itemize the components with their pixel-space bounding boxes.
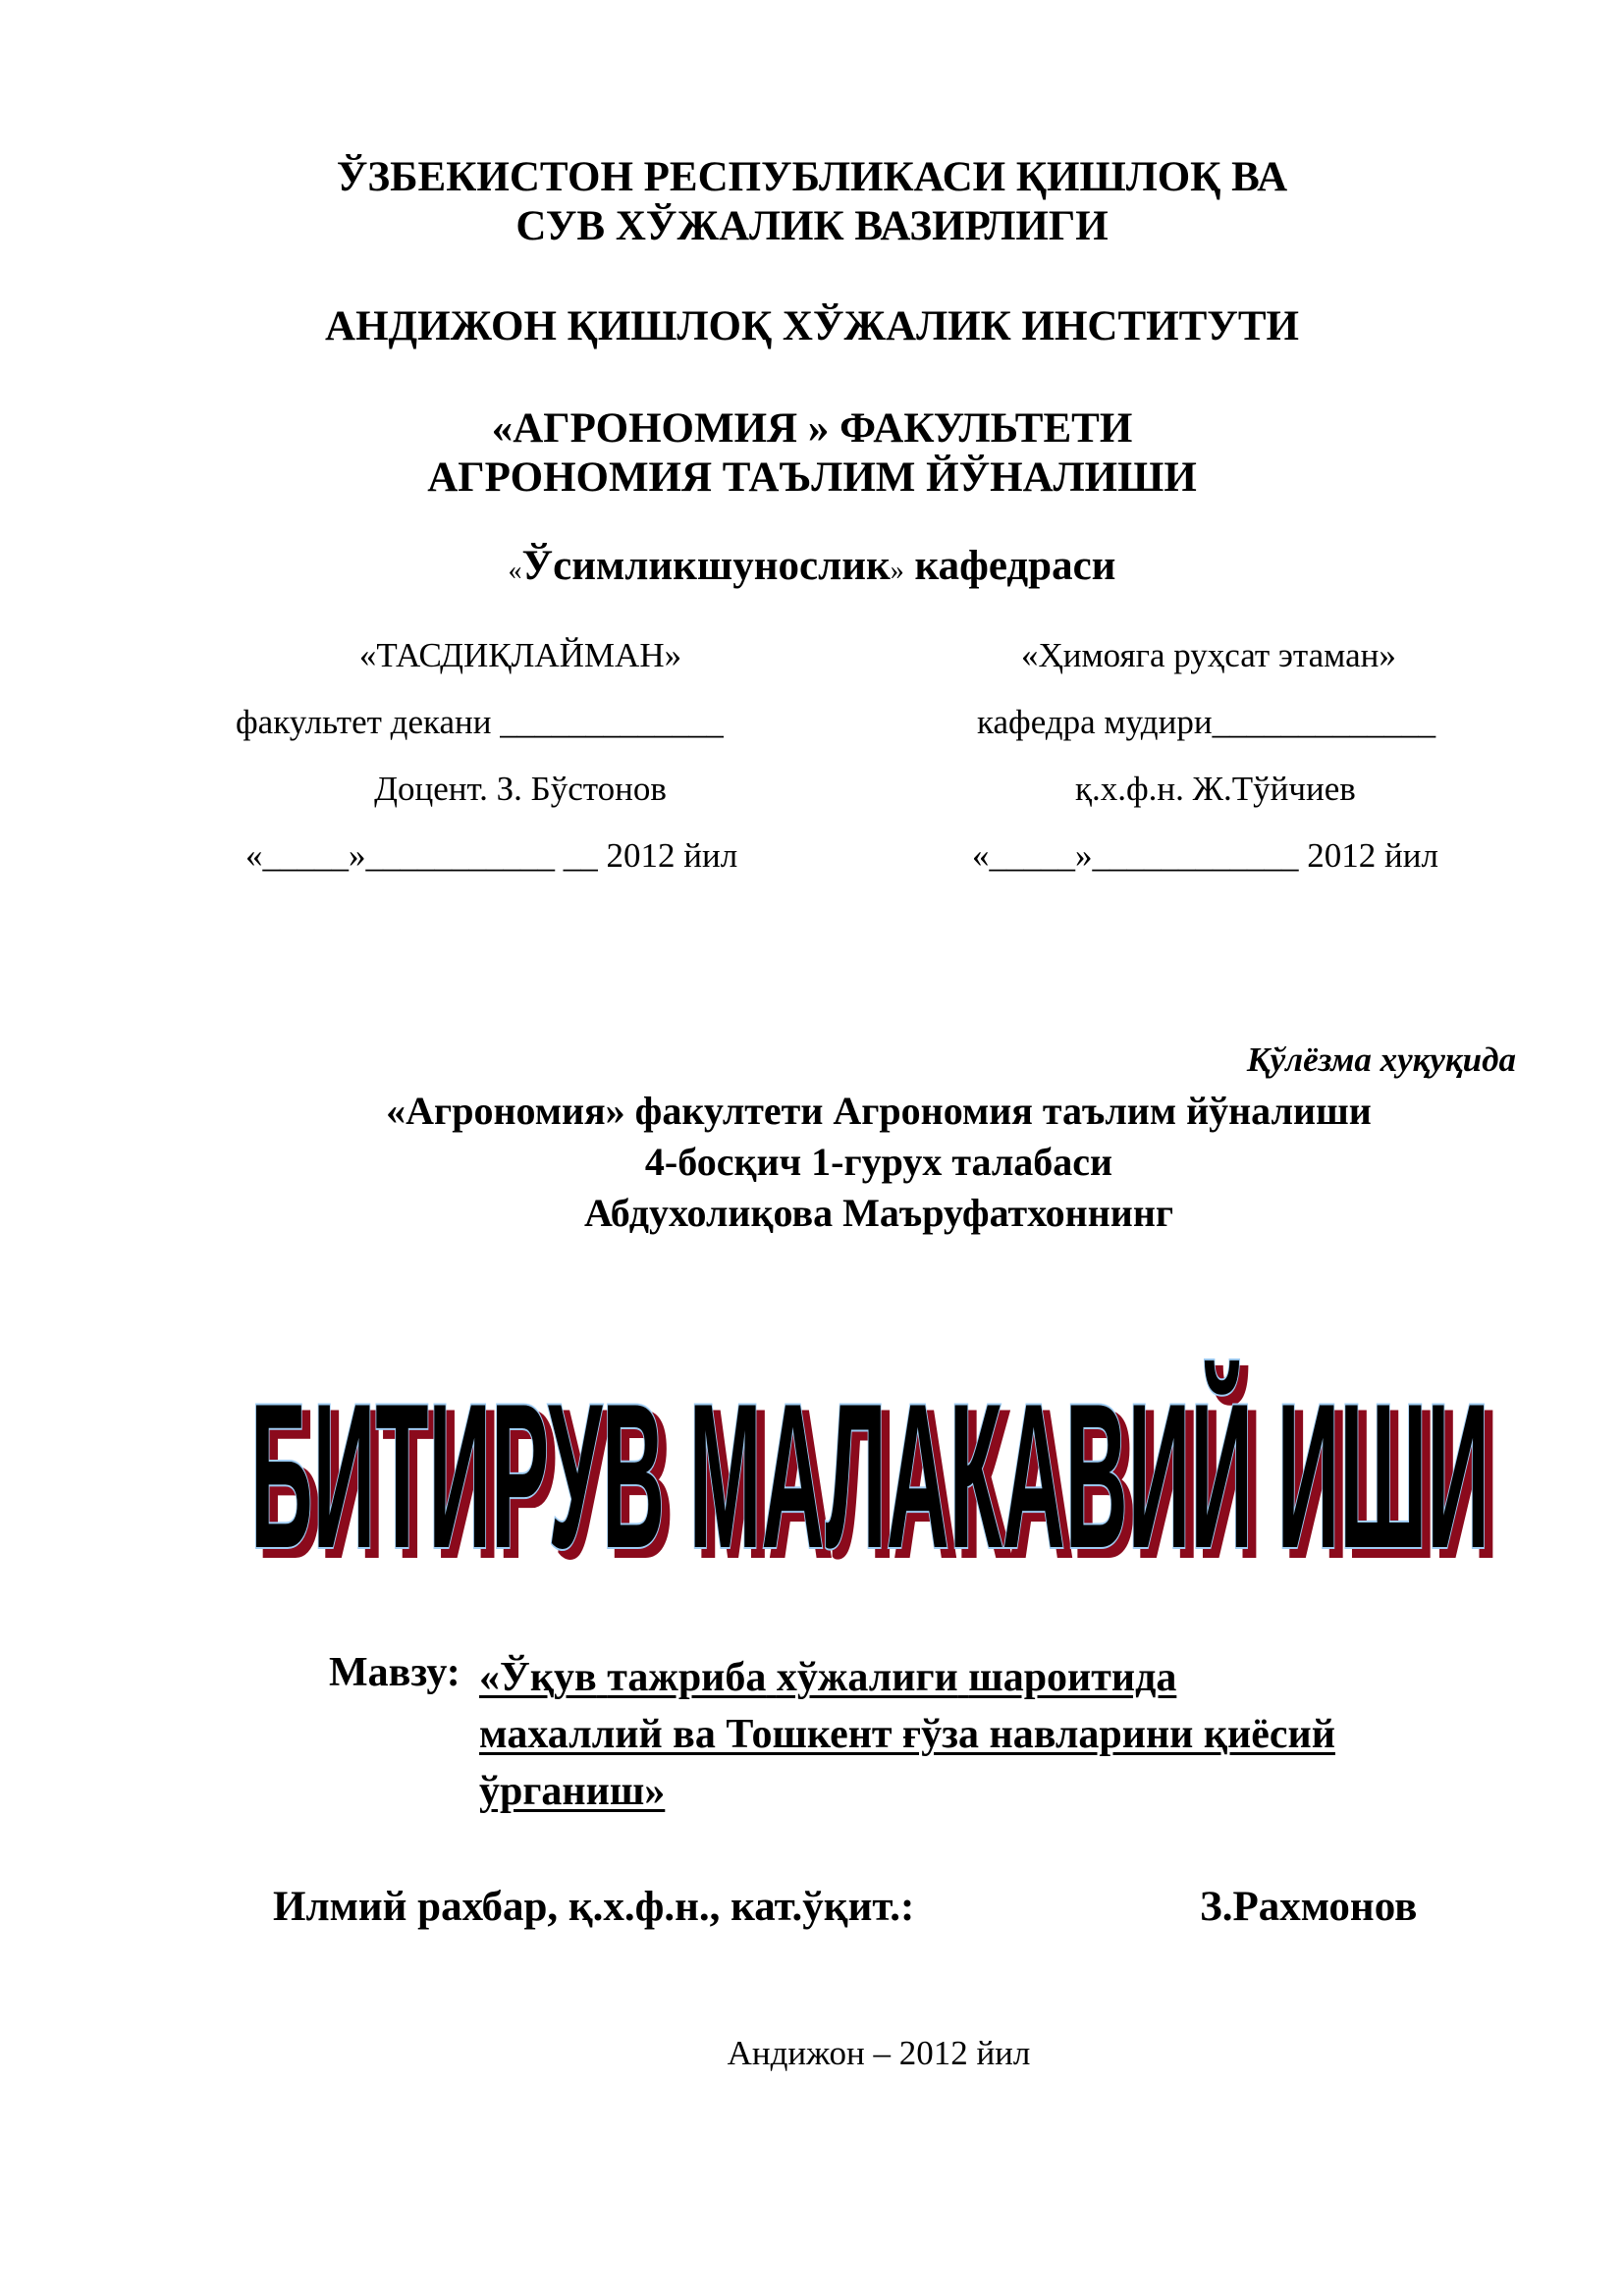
advisor-name: З.Рахмонов [1200,1884,1418,1930]
ministry-line-1: ЎЗБЕКИСТОН РЕСПУБЛИКАСИ ҚИШЛОҚ ВА [336,154,1288,200]
department-suffix: кафедраси [903,543,1116,589]
department-open-quote: « [508,556,522,586]
work-title-wordart [244,1315,1500,1571]
topic-word: шароитида [968,1655,1177,1700]
topic-label: Мавзу: [329,1650,460,1695]
advisor-label: Илмий рахбар, қ.х.ф.н., кат.ўқит.: [273,1884,915,1930]
approval-right-title: «Ҳимояга руҳсат этаман» [1021,636,1396,674]
topic-line-2: махаллий ва Тошкент ғўза навларини қиёсий [479,1712,1335,1757]
topic-word: хўжалиги [776,1655,958,1700]
faculty-name: «АГРОНОМИЯ » ФАКУЛЬТЕТИ [491,405,1133,452]
topic-line-3: ўрганиш» [479,1769,666,1814]
approval-left-person: Доцент. З. Бўстонов [374,770,667,808]
approval-right-date: «_____»____________ 2012 йил [972,836,1438,875]
approval-left-title: «ТАСДИҚЛАЙМАН» [358,636,682,674]
department-line [0,542,1624,596]
approval-right-role: кафедра мудири_____________ [977,703,1436,741]
topic-line-1 [479,1649,1517,1706]
approval-right-person: қ.х.ф.н. Ж.Тўйчиев [1075,770,1356,808]
student-name: Абдухолиқова Маъруфатхоннинг [583,1191,1174,1235]
manuscript-rights-note: Қўлёзма хуқуқида [1246,1041,1516,1079]
approval-left-role: факультет декани _____________ [236,703,724,741]
education-direction: АГРОНОМИЯ ТАЪЛИМ ЙЎНАЛИШИ [427,454,1197,501]
topic-text [479,1649,1517,1820]
approval-left-date: «_____»___________ __ 2012 йил [245,836,738,875]
topic-word: тажриба [607,1655,767,1700]
department-name: Ўсимликшунослик [521,543,891,589]
institute-name: АНДИЖОН ҚИШЛОҚ ХЎЖАЛИК ИНСТИТУТИ [325,303,1299,349]
ministry-line-2: СУВ ХЎЖАЛИК ВАЗИРЛИГИ [515,203,1109,249]
topic-word: «Ўқув [479,1655,597,1700]
department-close-quote: » [890,556,904,586]
work-title-text: БИТИРУВ МАЛАКАВИЙ ИШИ [250,1361,1489,1571]
city-year: Андижон – 2012 йил [727,2034,1031,2072]
student-faculty-line: «Агрономия» факултети Агрономия таълим йўналиши [386,1089,1372,1133]
work-title-shadow: БИТИРУВ МАЛАКАВИЙ ИШИ [258,1368,1497,1571]
student-course-group: 4-босқич 1-гурух талабаси [644,1140,1113,1184]
